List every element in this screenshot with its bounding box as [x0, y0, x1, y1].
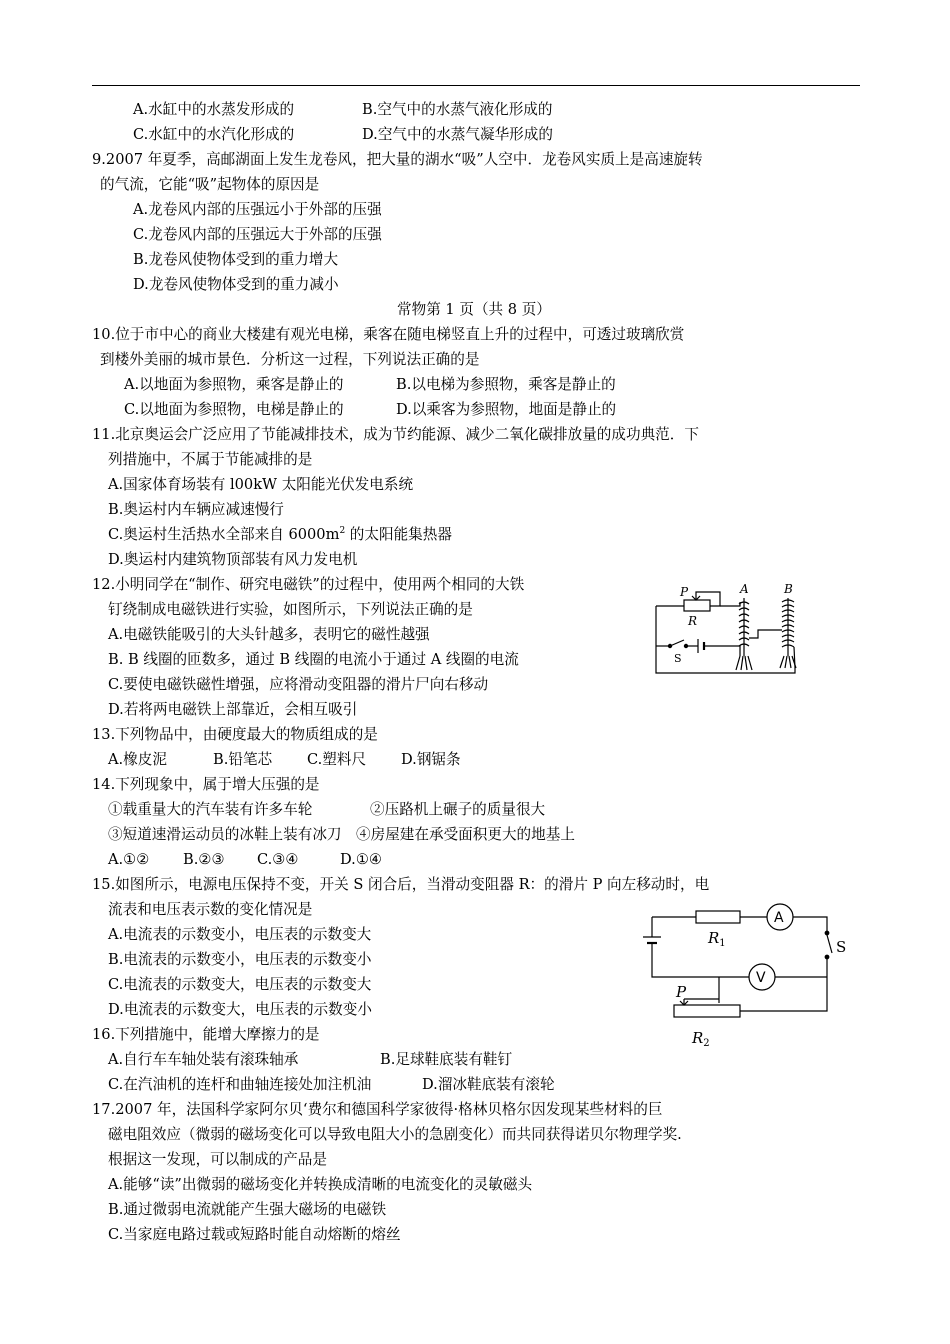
label-p: P — [680, 585, 689, 599]
coil-b — [780, 598, 796, 668]
q8-option-d: D.空气中的水蒸气凝华形成的 — [362, 126, 553, 143]
q11-option-c-tail: 的太阳能集热器 — [345, 526, 452, 543]
q14-item-1: ①载重量大的汽车装有许多车轮 — [108, 801, 313, 818]
q12-stem-line1: 12.小明同学在“制作、研究电磁铁”的过程中，使用两个相同的大铁 — [92, 576, 525, 593]
q15-stem-line1: 15.如图所示，电源电压保持不变，开关 S 闭合后，当滑动变阻器 R：的滑片 P 向左移动时，电 — [92, 876, 710, 893]
switch-lever — [670, 640, 684, 646]
q11-option-c-text: C.奥运村生活热水全部来自 6000m — [108, 526, 340, 543]
q16-option-b: B.足球鞋底装有鞋钉 — [380, 1051, 513, 1068]
q17-option-c: C.当家庭电路过载或短路时能自动熔断的熔丝 — [108, 1226, 401, 1243]
ammeter-label: A — [774, 910, 784, 926]
q14-item-4: ④房屋建在承受面积更大的地基上 — [356, 826, 575, 843]
page-footer: 常物第 1 页（共 8 页） — [397, 301, 551, 318]
q10-option-a: A.以地面为参照物，乘客是静止的 — [124, 376, 344, 393]
q9-stem-line1: 9.2007 年夏季，高邮湖面上发生龙卷风，把大量的湖水“吸”人空中．龙卷风实质上是高速旋转 — [92, 151, 703, 168]
q10-option-d: D.以乘客为参照物，地面是静止的 — [396, 401, 617, 418]
switch-s — [827, 935, 832, 953]
label-r: R — [688, 614, 698, 628]
rheostat-r — [684, 600, 710, 611]
header-rule — [92, 85, 860, 86]
q17-option-a: A.能够“读”出微弱的磁场变化并转换成清晰的电流变化的灵敏磁头 — [108, 1176, 533, 1193]
electromagnet-circuit-figure — [640, 580, 820, 690]
superscript-2: 2 — [339, 526, 346, 537]
q12-stem-line2: 钉绕制成电磁铁进行实验，如图所示，下列说法正确的是 — [108, 601, 473, 618]
q17-stem-line2: 磁电阻效应（微弱的磁场变化可以导致电阻大小的急剧变化）而共同获得诺贝尔物理学奖. — [108, 1126, 682, 1143]
label-r1: $R_1$ — [708, 929, 726, 949]
q10-stem-line1: 10.位于市中心的商业大楼建有观光电梯，乘客在随电梯竖直上升的过程中，可透过玻璃欣赏 — [92, 326, 685, 343]
q17-option-b: B.通过微弱电流就能产生强大磁场的电磁铁 — [108, 1201, 387, 1218]
rheostat-r2 — [674, 1005, 740, 1017]
q11-option-c — [108, 525, 452, 545]
q14-item-2: ②压路机上碾子的质量很大 — [370, 801, 546, 818]
q12-option-d: D.若将两电磁铁上部靠近，会相互吸引 — [108, 701, 358, 718]
q8-option-c: C.水缸中的水汽化形成的 — [133, 126, 295, 143]
label-b: B — [784, 582, 793, 596]
q15-option-d: D.电流表的示数变大，电压表的示数变小 — [108, 1001, 372, 1018]
q14-item-3: ③短道速滑运动员的冰鞋上装有冰刀 — [108, 826, 342, 843]
q14-option-d: D.①④ — [340, 851, 382, 868]
q17-stem-line3: 根据这一发现，可以制成的产品是 — [108, 1151, 327, 1168]
q9-option-c: C.龙卷风内部的压强远大于外部的压强 — [133, 226, 382, 243]
q15-option-a: A.电流表的示数变小，电压表的示数变大 — [108, 926, 372, 943]
label-switch-s: S — [836, 938, 847, 956]
q16-option-c: C.在汽油机的连杆和曲轴连接处加注机油 — [108, 1076, 372, 1093]
label-r2: $R_2$ — [692, 1029, 710, 1049]
q13-option-c: C.塑料尺 — [307, 751, 367, 768]
ammeter-voltmeter-circuit-figure — [630, 895, 860, 1055]
q16-option-a: A.自行车车轴处装有滚珠轴承 — [108, 1051, 299, 1068]
q9-option-a: A.龙卷风内部的压强远小于外部的压强 — [133, 201, 382, 218]
q11-stem-line2: 列措施中，不属于节能减排的是 — [108, 451, 313, 468]
q8-option-a: A.水缸中的水蒸发形成的 — [133, 101, 295, 118]
q9-option-b: B.龙卷风使物体受到的重力增大 — [133, 251, 339, 268]
q11-option-a: A.国家体育场装有 l00kW 太阳能光伏发电系统 — [108, 476, 414, 493]
q11-stem-line1: 11.北京奥运会广泛应用了节能减排技术，成为节约能源、减少二氧化碳排放量的成功典范．下 — [92, 426, 699, 443]
q10-option-c: C.以地面为参照物，电梯是静止的 — [124, 401, 344, 418]
q14-option-c: C.③④ — [257, 851, 299, 868]
q16-stem: 16.下列措施中，能增大摩擦力的是 — [92, 1026, 320, 1043]
q15-option-c: C.电流表的示数变大，电压表的示数变大 — [108, 976, 372, 993]
q13-stem: 13.下列物品中，由硬度最大的物质组成的是 — [92, 726, 378, 743]
q17-stem-line1: 17.2007 年，法国科学家阿尔贝‘费尔和德国科学家彼得·格林贝格尔因发现某些材料的巨 — [92, 1101, 663, 1118]
coil-a — [736, 598, 752, 670]
rheostat-slider-wire — [696, 592, 720, 606]
q8-option-b: B.空气中的水蒸气液化形成的 — [362, 101, 553, 118]
q11-option-b: B.奥运村内车辆应减速慢行 — [108, 501, 284, 518]
q10-option-b: B.以电梯为参照物，乘客是静止的 — [396, 376, 616, 393]
q14-option-b: B.②③ — [183, 851, 225, 868]
q12-option-c: C.要使电磁铁磁性增强，应将滑动变阻器的滑片尸向右移动 — [108, 676, 489, 693]
label-p: P — [676, 983, 687, 1001]
q13-option-d: D.钢锯条 — [401, 751, 461, 768]
q13-option-b: B.铅笔芯 — [213, 751, 273, 768]
q10-stem-line2: 到楼外美丽的城市景色．分析这一过程，下列说法正确的是 — [100, 351, 480, 368]
q15-option-b: B.电流表的示数变小，电压表的示数变小 — [108, 951, 372, 968]
resistor-r1 — [696, 911, 740, 923]
label-s: S — [674, 652, 682, 665]
voltmeter-label: V — [756, 970, 766, 986]
q12-option-a: A.电磁铁能吸引的大头针越多，表明它的磁性越强 — [108, 626, 430, 643]
q13-option-a: A.橡皮泥 — [108, 751, 167, 768]
q14-stem: 14.下列现象中，属于增大压强的是 — [92, 776, 320, 793]
label-a: A — [740, 582, 749, 596]
q16-option-d: D.溜冰鞋底装有滚轮 — [422, 1076, 555, 1093]
q11-option-d: D.奥运村内建筑物顶部装有风力发电机 — [108, 551, 358, 568]
q9-stem-line2: 的气流，它能“吸”起物体的原因是 — [100, 176, 320, 193]
q9-option-d: D.龙卷风使物体受到的重力减小 — [133, 276, 339, 293]
q14-option-a: A.①② — [108, 851, 150, 868]
q15-stem-line2: 流表和电压表示数的变化情况是 — [108, 901, 313, 918]
q12-option-b: B. B 线圈的匝数多，通过 B 线圈的电流小于通过 A 线圈的电流 — [108, 651, 519, 668]
